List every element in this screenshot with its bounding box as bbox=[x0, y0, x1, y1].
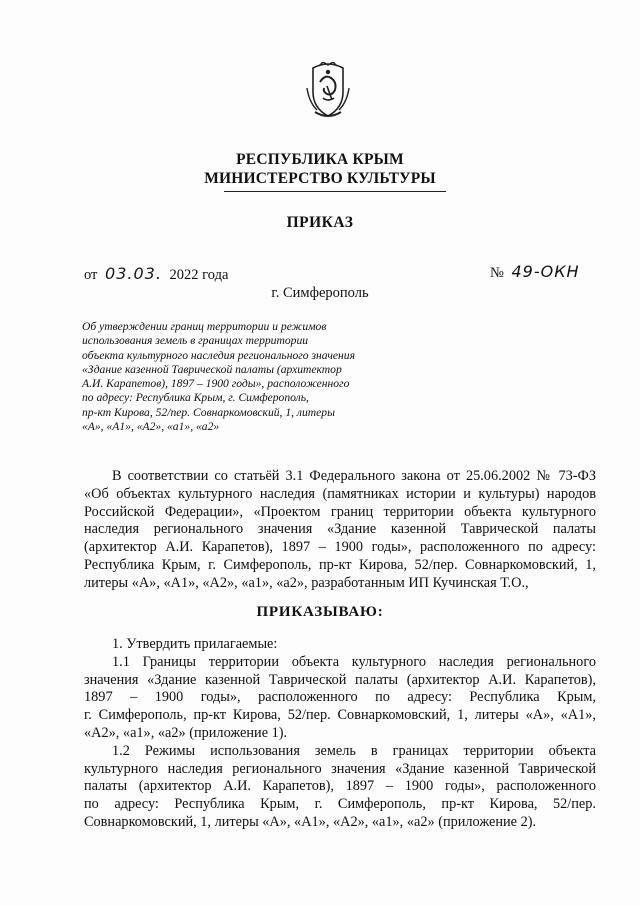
preamble-line: (архитектор А.И. Карапетов), 1897 – 1900 годы», расположенного по адресу: bbox=[84, 539, 596, 556]
item-1-2-line: по адресу: Республика Крым, г. Симферополь, пр-кт Кирова, 52/пер. bbox=[84, 796, 596, 813]
date-year: 2022 года bbox=[169, 267, 229, 283]
subject-line: по адресу: Республика Крым, г. Симферополь, bbox=[82, 391, 309, 405]
preamble-paragraph bbox=[84, 468, 596, 593]
preamble-line: литеры «А», «А1», «А2», «а1», «а2», разработанным ИП Кучинская Т.О., bbox=[84, 574, 529, 591]
item-1-2-line: палаты (архитектор А.И. Карапетов), 1897 – 1900 годы», расположенного bbox=[84, 778, 596, 795]
item-1-2-line: 1.2 Режимы использования земель в границах территории объекта bbox=[112, 742, 596, 759]
date-prefix: от bbox=[84, 267, 98, 283]
subject-line: «Здание казенной Таврической палаты (архитектор bbox=[82, 362, 342, 376]
preamble-line: «Об объектах культурного наследия (памятниках истории и культуры) народов bbox=[84, 485, 596, 502]
order-items bbox=[84, 636, 596, 832]
subject-line: А.И. Карапетов), 1897 – 1900 годы», расположенного bbox=[82, 377, 350, 391]
subject-line: «А», «А1», «А2», «а1», «а2» bbox=[82, 420, 220, 434]
header-divider bbox=[224, 191, 446, 192]
item-1-2-line: Совнаркомовский, 1, литеры «А», «А1», «А2», «а1», «а2» (приложение 2). bbox=[84, 813, 537, 830]
preamble-line: наследия регионального значения «Здание казенной Таврической палаты bbox=[84, 521, 596, 538]
item-1-1-line: «А2», «а1», «а2» (приложение 1). bbox=[84, 724, 288, 741]
date-handwritten: 03.03. bbox=[105, 264, 162, 283]
order-number bbox=[490, 262, 580, 282]
subject-line: использования земель в границах территории bbox=[82, 334, 309, 348]
subject-line: объекта культурного наследия регионального значения bbox=[82, 348, 355, 362]
order-subject bbox=[82, 320, 412, 434]
subject-line: пр-кт Кирова, 52/пер. Совнаркомовский, 1, литеры bbox=[82, 405, 335, 419]
preamble-line: Российской Федерации», «Проектом границ территории объекта культурного bbox=[84, 503, 596, 520]
item-1: 1. Утвердить прилагаемые: bbox=[112, 636, 278, 652]
preamble-line: В соответствии со статьёй 3.1 Федерального закона от 25.06.2002 № 73-ФЗ bbox=[112, 468, 596, 484]
ministry-title: МИНИСТЕРСТВО КУЛЬТУРЫ bbox=[204, 170, 436, 187]
document-type: ПРИКАЗ bbox=[286, 214, 354, 231]
item-1-1-line: г. Симферополь, пр-кт Кирова, 52/пер. Совнаркомовский, 1, литеры «А», «А1», bbox=[84, 707, 596, 724]
republic-title: РЕСПУБЛИКА КРЫМ bbox=[236, 151, 404, 168]
orders-heading: ПРИКАЗЫВАЮ: bbox=[256, 604, 384, 620]
coat-of-arms-emblem bbox=[305, 62, 351, 118]
order-date bbox=[84, 264, 228, 284]
item-1-2-line: культурного наследия регионального значения «Здание казенной Таврической bbox=[84, 760, 596, 777]
subject-line: Об утверждении границ территории и режимов bbox=[82, 320, 327, 333]
item-1-1-line: 1897 – 1900 годы», расположенного по адресу: Республика Крым, bbox=[84, 689, 596, 706]
item-1-1-line: 1.1 Границы территории объекта культурного наследия регионального bbox=[112, 653, 596, 670]
number-handwritten: 49-ОКН bbox=[511, 262, 580, 281]
city-name: г. Симферополь bbox=[271, 285, 369, 301]
item-1-1-line: значения «Здание казенной Таврической палаты (архитектор А.И. Карапетов), bbox=[84, 671, 596, 688]
number-prefix: № bbox=[490, 265, 504, 281]
preamble-line: Республика Крым, г. Симферополь, пр-кт Кирова, 52/пер. Совнаркомовский, 1, bbox=[84, 556, 596, 573]
